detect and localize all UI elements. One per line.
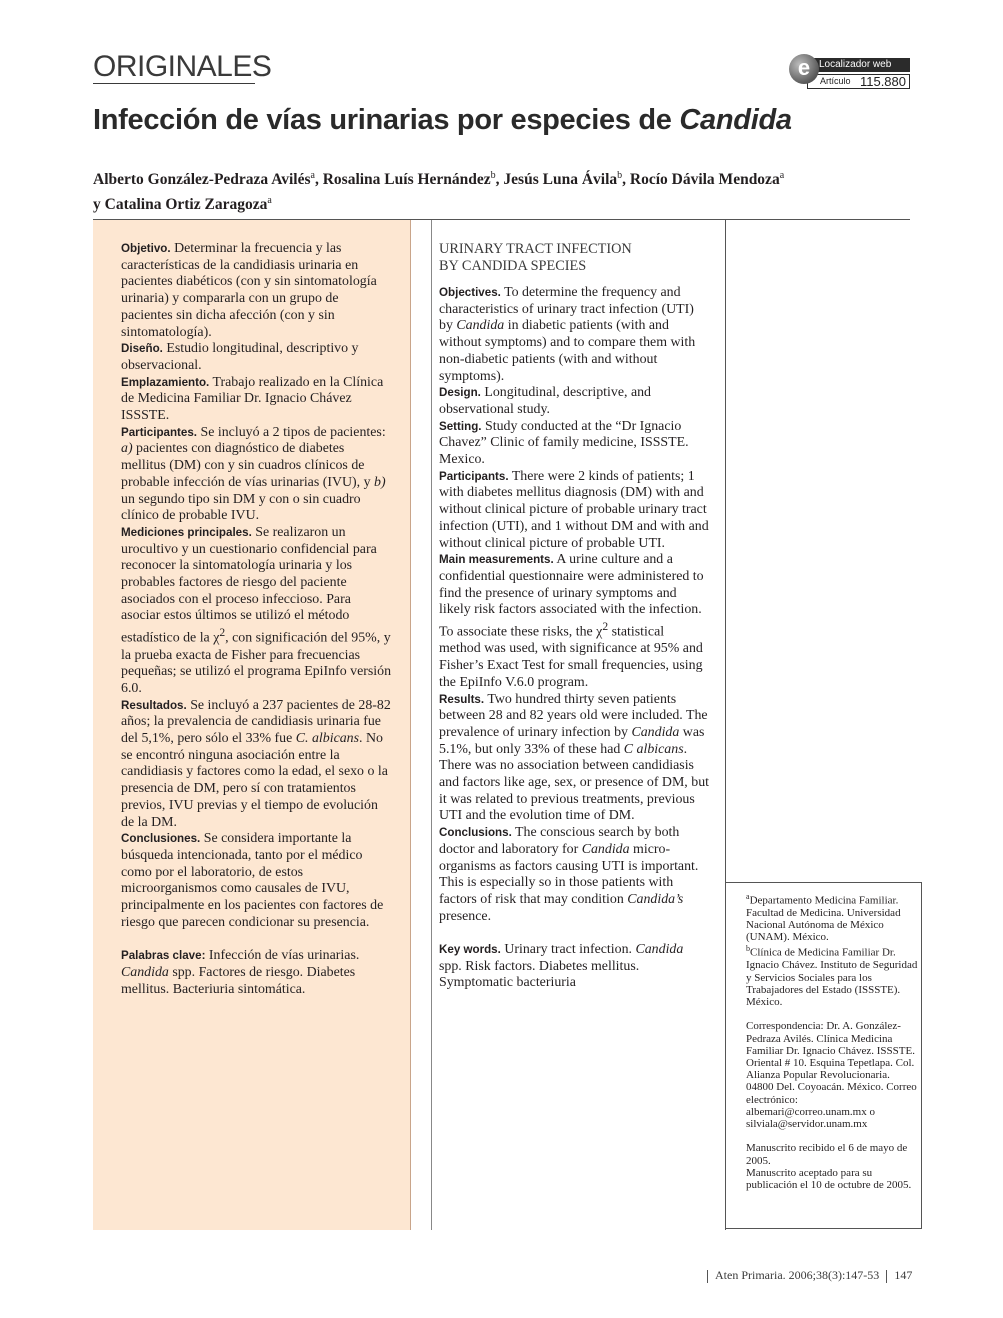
abstract-results: Resultados. Se incluyó a 237 pacientes de 28-82 años; la prevalencia de candidiasis urinaria fue del 5,1%, pero sólo el 33% fue C. albicans. No se encontró ninguna asociación entre la candidiasis y factores como la edad, el sexo o la presencia de DM, pero sí con tratamientos previos, IVU previas y el tiempo de evolución de la DM.: [121, 697, 391, 830]
received-date: Manuscrito recibido el 6 de mayo de 2005.: [746, 1142, 908, 1167]
spanish-abstract: [121, 241, 391, 998]
correspondence: Correspondencia: Dr. A. González-Pedraza Avilés. Clínica Medicina Familiar Dr. Ignacio Chávez. ISSSTE. Oriental # 10. Esquina Tepetlapa. Col. Alianza Popular Revolucionaria. 04800 Del. Coyoacán. México. Correo electrónico: albemari@correo.unam.mx o silviala@servidor.unam.mx: [746, 1020, 917, 1130]
abstract-results-en: Results. Two hundred thirty seven patients between 28 and 82 years old were included. The prevalence of urinary infection by Candida was 5.1%, but only 33% of these had C albicans. There was no association between candidiasis and factors like age, sex, or presence of DM, but it was related to previous treatments, previous UTI and the evolution time of DM.: [439, 691, 709, 824]
section-heading: ORIGINALES: [93, 50, 272, 83]
panel-border: [410, 220, 411, 1230]
locator-article-box: [807, 74, 910, 89]
author-list: Alberto González-Pedraza Avilés$^a$, Rosalina Luís Hernández$^b$, Jesús Luna Ávila$^b$, Rocío Dávila Mendoza$^a$ y Catalina Ortiz Zaragoza$^a$: [93, 170, 785, 214]
locator-article-label: Artículo: [820, 76, 851, 86]
page-number: 147: [894, 1268, 913, 1282]
english-abstract: [439, 285, 709, 992]
abstract-setting: Emplazamiento. Trabajo realizado en la Clínica de Medicina Familiar Dr. Ignacio Chávez ISSSTE.: [121, 374, 384, 424]
abstract-keywords: Palabras clave: Infección de vías urinarias. Candida spp. Factores de riesgo. Diabetes mellitus. Bacteriuria sintomática.: [121, 948, 360, 997]
abstract-conclusions-en: Conclusions. The conscious search by both doctor and laboratory for Candida micro-organisms as factors causing UTI is important. This is especially so in those patients with factors of risk that may condition Candida’s presence.: [439, 825, 699, 924]
locator-title: Localizador web: [807, 58, 910, 72]
abstract-measurements-en: Main measurements. A urine culture and a confidential questionnaire were administered to find the presence of urinary symptoms and likely risk factors associated with the infection. To associate these risks, the $\chi^2$ statistical method was used, with significance at 95% and Fisher’s Exact Test for small frequencies, using the EpiInfo V.6.0 program.: [439, 552, 704, 690]
english-title: URINARY TRACT INFECTION BY CANDIDA SPECIES: [439, 241, 632, 274]
abstract-design-en: Design. Longitudinal, descriptive, and observational study.: [439, 385, 651, 417]
abstract-participants: Participantes. Se incluyó a 2 tipos de pacientes: a) pacientes con diagnóstico de diabetes mellitus (DM) con y sin cuadros clínicos de probable infección de vías urinarias (IVU), y b) un segundo tipo sin DM y con o sin cuadro clínico de probable IVU.: [121, 424, 386, 524]
abstract-participants-en: Participants. There were 2 kinds of patients; 1 with diabetes mellitus diagnosis (DM) with and without clinical picture of probable urinary tract infection (UTI), and 1 without DM and with and without clinical picture of probable UTI.: [439, 468, 709, 551]
section-underline: [93, 83, 255, 84]
abstract-objective: Objetivo. Determinar la frecuencia y las características de la candidiasis urinaria en pacientes diabéticos (con y sin sintomatología urinaria) y compararla con un grupo de pacientes sin dicha afección (con y sin sintomatología).: [121, 241, 377, 340]
abstract-setting-en: Setting. Study conducted at the “Dr Ignacio Chavez” Clinic of family medicine, ISSSTE. Mexico.: [439, 418, 689, 468]
accepted-date: Manuscrito aceptado para su publicación el 10 de octubre de 2005.: [746, 1166, 912, 1191]
abstract-design: Diseño. Estudio longitudinal, descriptivo y observacional.: [121, 341, 359, 373]
affiliation-b: $^b$Clínica de Medicina Familiar Dr. Ignacio Chávez. Instituto de Seguridad y Servicios Sociales para los Trabajadores del Estado (ISSSTE). México.: [746, 944, 918, 1008]
abstract-measurements: Mediciones principales. Se realizaron un urocultivo y un cuestionario confidencial para reconocer la sintomatología urinaria y los probables factores de riesgo del paciente asociados con el proceso infeccioso. Para asociar estos últimos se utilizó el método estadístico de la $\chi^2$, con significación del 95%, y la prueba exacta de Fisher para frecuencias pequeñas; se utilizó el programa EpiInfo versión 6.0.: [121, 524, 392, 696]
affiliation-a: $^a$Departamento Medicina Familiar. Facultad de Medicina. Universidad Nacional Autónoma de México (UNAM). México.: [746, 892, 901, 944]
locator-article-number: 115.880: [859, 74, 906, 89]
journal-citation: Aten Primaria. 2006;38(3):147-53: [715, 1268, 880, 1282]
e-logo-icon: e: [789, 54, 819, 84]
english-column-border: [431, 220, 432, 1230]
page-footer: [700, 1268, 912, 1283]
abstract-conclusions: Conclusiones. Se considera importante la búsqueda intencionada, tanto por el médico como por el laboratorio, de estos microorganismos como causales de IVU, principalmente en los pacientes con factores de riesgo que parecen condicionar su presencia.: [121, 831, 384, 930]
abstract-objectives-en: Objectives. To determine the frequency and characteristics of urinary tract infection (UTI) by Candida in diabetic patients (with and without symptoms) and to compare them with non-diabetic patients (with and without symptoms).: [439, 285, 696, 384]
web-locator-badge: [789, 52, 911, 92]
affiliation-notes: [746, 891, 918, 1191]
abstract-keywords-en: Key words. Urinary tract infection. Candida spp. Risk factors. Diabetes mellitus. Symptomatic bacteriuria: [439, 942, 684, 991]
article-title: Infección de vías urinarias por especies de Candida: [93, 104, 792, 136]
